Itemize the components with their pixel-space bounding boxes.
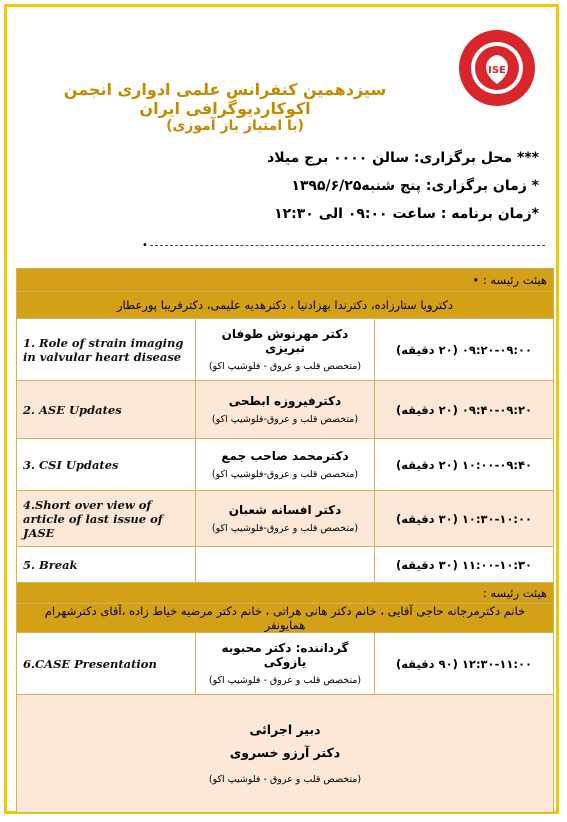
conference-title: سیزدهمین کنفرانس علمی ادواری انجمن اکوکاردیوگرافی ایران: [63, 80, 387, 118]
panel1-members: دکترویا ستارزاده، دکترندا بهزادنیا ، دکترهدیه علیمی، دکترفریبا پورعطار: [17, 292, 554, 319]
session-speaker: [196, 633, 375, 695]
logo-text: ISE: [488, 65, 506, 76]
session-time: ۰۹:۴۰-۰۹:۲۰ (۲۰ دقیقه): [375, 381, 554, 439]
session-row: [17, 381, 554, 439]
session-topic: 3. CSI Updates: [17, 439, 196, 491]
session-speaker: [196, 491, 375, 547]
session-time: ۱۰:۰۰-۰۹:۴۰ (۲۰ دقیقه): [375, 439, 554, 491]
session-topic: 6.CASE Presentation: [17, 633, 196, 695]
session-topic: 5. Break: [17, 547, 196, 583]
session-time: ۰۹:۲۰-۰۹:۰۰ (۲۰ دقیقه): [375, 319, 554, 381]
conference-subtitle: (با امتیاز باز آموزی): [166, 118, 304, 134]
divider-dot: •: [142, 240, 148, 251]
header: [10, 10, 555, 265]
speaker-name: دکتر افسانه شعبان: [228, 503, 342, 517]
session-topic: 1. Role of strain imaging in valvular heart disease: [17, 319, 196, 381]
venue-line: *** محل برگزاری: سالن ۰۰۰۰ برج میلاد: [267, 150, 539, 166]
panel1-label: هیئت رئیسه : •: [17, 269, 554, 292]
secretary-cell: [17, 695, 554, 813]
speaker-name: دکترمحمد صاحب جمع: [221, 449, 349, 463]
panel1-members-row: [17, 292, 554, 319]
session-speaker: [196, 547, 375, 583]
panel1-label-row: [17, 269, 554, 292]
date-line: * زمان برگزاری: پنج شنبه۱۳۹۵/۶/۲۵: [291, 178, 539, 194]
secretary-title: دبیر اجرائی: [249, 722, 321, 737]
session-speaker: [196, 381, 375, 439]
session-speaker: [196, 319, 375, 381]
program-table: [16, 268, 554, 813]
case-session-row: [17, 633, 554, 695]
time-line: *زمان برنامه : ساعت ۰۹:۰۰ الی ۱۲:۳۰: [274, 206, 539, 222]
panel2-label-row: [17, 583, 554, 604]
session-topic: 2. ASE Updates: [17, 381, 196, 439]
panel2-members-row: [17, 604, 554, 633]
secretary-name: دکتر آرزو خسروی: [229, 745, 341, 760]
speaker-name: دکترفیروزه ابطحی: [228, 394, 342, 408]
session-row: [17, 319, 554, 381]
speaker-specialty: (متخصص قلب و عروق - فلوشیپ اکو): [208, 361, 362, 372]
session-row: [17, 547, 554, 583]
speaker-specialty: (متخصص قلب و عروق-فلوشیپ اکو): [211, 469, 359, 480]
session-row: [17, 439, 554, 491]
session-time: ۱۰:۳۰-۱۰:۰۰ (۳۰ دقیقه): [375, 491, 554, 547]
echocardiography-society-logo-icon: [457, 28, 537, 108]
secretary-specialty: (متخصص قلب و عروق - فلوشیپ اکو): [208, 774, 362, 785]
session-time: ۱۱:۰۰-۱۰:۳۰ (۳۰ دقیقه): [375, 547, 554, 583]
session-speaker: [196, 439, 375, 491]
speaker-specialty: (متخصص قلب و عروق-فلوشیپ اکو): [211, 523, 359, 534]
session-row: [17, 491, 554, 547]
panel2-members: خانم دکترمرجانه حاجی آقایی ، خانم دکتر هانی هراتی ، خانم دکتر مرضیه خیاط زاده ،آقای دکترشهرام همایونفر: [17, 604, 554, 633]
speaker-specialty: (متخصص قلب و عروق-فلوشیپ اکو): [211, 414, 359, 425]
session-topic: 4.Short over view of article of last issue of JASE: [17, 491, 196, 547]
session-time: ۱۲:۳۰-۱۱:۰۰ (۹۰ دقیقه): [375, 633, 554, 695]
moderator-name: گرداننده: دکتر محبوبه یازوکی: [221, 641, 349, 669]
speaker-specialty: (متخصص قلب و عروق - فلوشیپ اکو): [208, 675, 362, 686]
panel2-label: هیئت رئیسه :: [17, 583, 554, 604]
secretary-row: [17, 695, 554, 813]
speaker-name: دکتر مهرنوش طوفان تبریزی: [221, 327, 349, 355]
divider: [150, 245, 545, 246]
